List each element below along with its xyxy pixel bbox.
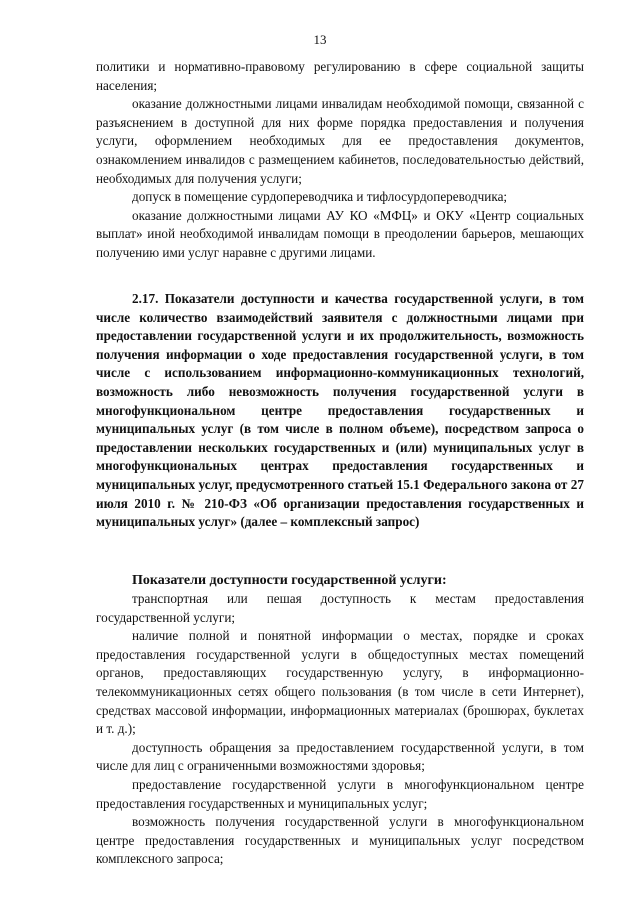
paragraph: оказание должностными лицами инвалидам необходимой помощи, связанной с разъяснением в доступной для них форме порядка предоставления и получения услуги, оформлением необходимых для ее предоставления документов, ознакомлением инвалидов с размещением кабинетов, последовательностью действий, необходимых для получения услуги; [96, 96, 584, 186]
section-2-17 [96, 290, 584, 532]
paragraph: оказание должностными лицами АУ КО «МФЦ» и ОКУ «Центр социальных выплат» иной необходимой инвалидам помощи в преодолении барьеров, мешающих получению ими услуг наравне с другими лицами. [96, 207, 584, 260]
paragraph: наличие полной и понятной информации о местах, порядке и сроках предоставления государственной услуги в общедоступных местах помещений органов, предоставляющих государственную услугу, в информационно-телекоммуникационных сетях общего пользования (в том числе в сети Интернет), средствах массовой информации, информационных материалах (брошюрах, буклетах и т. д.); [96, 628, 584, 737]
paragraph: политики и нормативно-правовому регулированию в сфере социальной защиты населения; [96, 59, 584, 93]
paragraph: допуск в помещение сурдопереводчика и тифлосурдопереводчика; [132, 189, 508, 205]
page-number: 13 [313, 32, 327, 47]
paragraph: доступность обращения за предоставлением государственной услуги, в том числе для лиц с ограниченными возможностями здоровья; [96, 739, 584, 774]
text-block-2 [96, 571, 584, 869]
subheading: Показатели доступности государственной услуги: [132, 573, 447, 588]
paragraph: транспортная или пешая доступность к местам предоставления государственной услуги; [96, 591, 584, 625]
paragraph: предоставление государственной услуги в многофункциональном центре предоставления государственных и муниципальных услуг; [96, 776, 584, 811]
text-block-1 [96, 58, 584, 263]
section-2-17-text: 2.17. Показатели доступности и качества государственной услуги, в том числе количество взаимодействий заявителя с должностными лицами при предоставлении государственной услуги и их продолжительность, возможность получения информации о ходе предоставления государственной услуги, в том числе с использованием информационно-коммуникационных технологий, возможность либо невозможность получения государственной услуги в многофункциональном центре предоставления государственных и муниципальных услуг (в том числе в полном объеме), посредством запроса о предоставлении нескольких государственных и (или) муниципальных услуг в многофункциональных центрах предоставления государственных и муниципальных услуг, предусмотренного статьей 15.1 Федерального закона от 27 июля 2010 г. № 210-ФЗ «Об организации предоставления государственных и муниципальных услуг» (далее – комплексный запрос) [96, 291, 584, 530]
paragraph: возможность получения государственной услуги в многофункциональном центре предоставления государственных и муниципальных услуг посредством комплексного запроса; [96, 814, 584, 867]
